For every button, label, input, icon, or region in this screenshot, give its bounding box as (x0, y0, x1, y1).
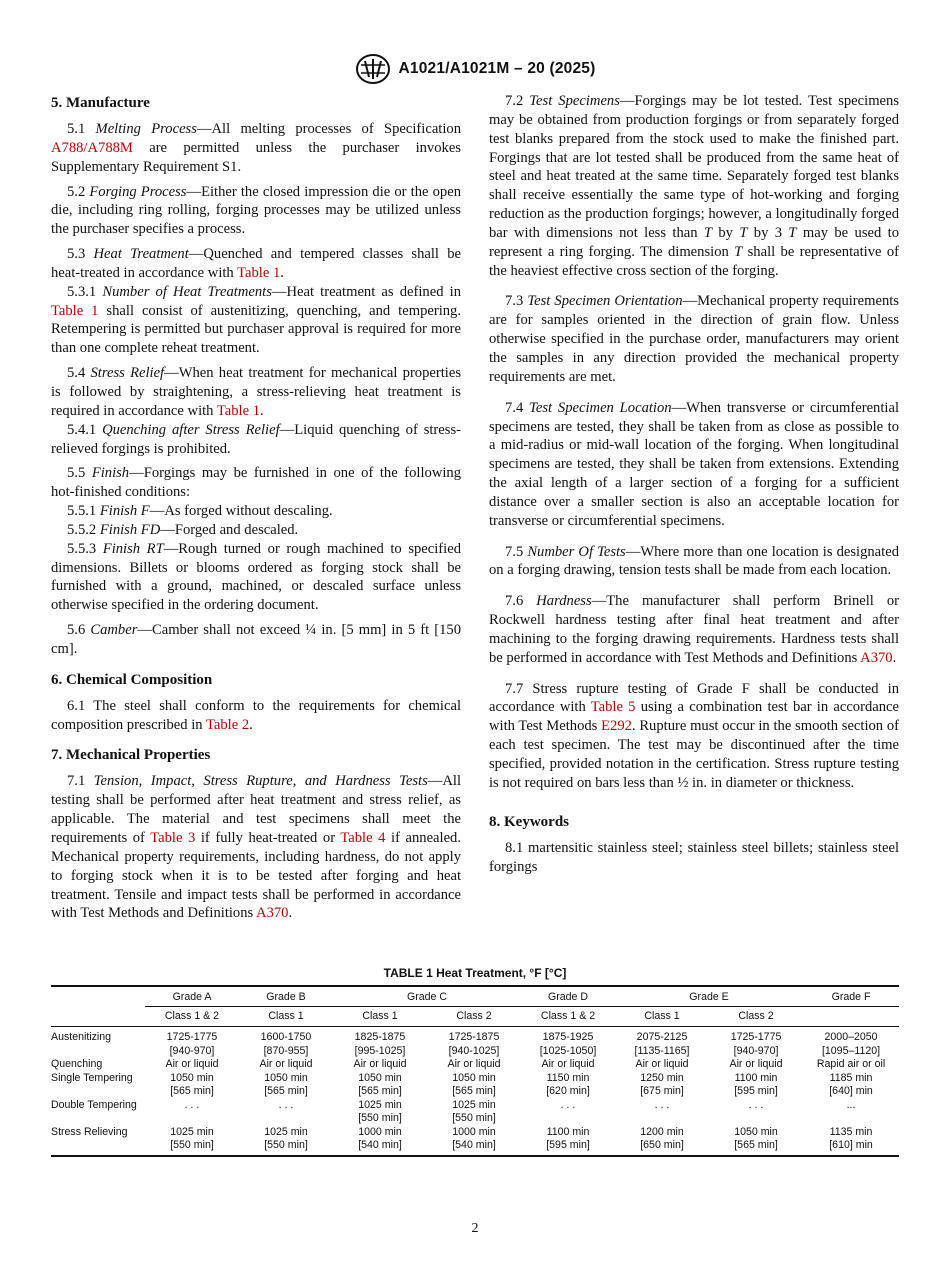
table-cell (615, 1099, 709, 1126)
cell-line: [550 min] (264, 1139, 308, 1151)
document-id: A1021/A1021M – 20 (2025) (398, 60, 596, 77)
table-cell (521, 1058, 615, 1072)
table-row (51, 1058, 899, 1072)
cell-line: 1875-1925 (542, 1031, 594, 1043)
table-cell (615, 1072, 709, 1099)
class-header: Class 1 & 2 (145, 1007, 239, 1027)
heat-treatment-table (51, 985, 899, 1157)
para-7-5: 7.5 Number Of Tests—Where more than one location is designated on a forging drawing, tension tests shall be made from each location. (489, 543, 899, 579)
cell-line: 1725-1775 (166, 1031, 218, 1043)
para-6-1: 6.1 The steel shall conform to the requirements for chemical composition prescribed in Table 2. (51, 697, 461, 733)
para-5-4-1: 5.4.1 Quenching after Stress Relief—Liquid quenching of stress-relieved forgings is prohibited. (51, 421, 461, 457)
table-cell (333, 1027, 427, 1059)
cell-line: 1025 min (452, 1098, 496, 1111)
cell-line: 2000–2050 (824, 1031, 878, 1043)
cell-line: [940-970] (733, 1044, 779, 1057)
class-header: Class 1 (615, 1007, 709, 1027)
class-header: Class 1 (333, 1007, 427, 1027)
cell-line: 1100 min (734, 1071, 778, 1084)
cell-line: [550 min] (452, 1112, 496, 1124)
table-cell (709, 1072, 803, 1099)
cell-line: [650 min] (640, 1139, 684, 1151)
para-5-5-1: 5.5.1 Finish F—As forged without descaling. (67, 503, 333, 520)
table-cell (803, 1072, 899, 1099)
grade-header: Grade F (803, 986, 899, 1007)
cell-line: [940-1025] (448, 1044, 500, 1057)
cell-line: 1600-1750 (260, 1031, 312, 1043)
table-1-body (51, 1027, 899, 1156)
class-header: Class 2 (427, 1007, 521, 1027)
cell-line: [540 min] (358, 1139, 402, 1151)
page-header (0, 52, 950, 86)
cell-line: [550 min] (170, 1139, 214, 1151)
table-cell (709, 1027, 803, 1059)
cell-line: [1025-1050] (539, 1044, 597, 1057)
para-5-6: 5.6 Camber—Camber shall not exceed ¼ in. [5 mm] in 5 ft [150 cm]. (51, 622, 462, 657)
cell-line: [610] min (829, 1139, 873, 1151)
table-grade-row (51, 986, 899, 1007)
table-cell (427, 1072, 521, 1099)
cell-line: 1000 min (358, 1125, 402, 1138)
row-label: Austenitizing (51, 1031, 112, 1043)
table-1-title: TABLE 1 Heat Treatment, °F [°C] (383, 966, 567, 980)
table-cell (427, 1099, 521, 1126)
right-column (489, 92, 899, 882)
table-cell (145, 1058, 239, 1072)
link-table-1[interactable]: Table 1 (216, 402, 261, 419)
cell-line: [995-1025] (354, 1044, 406, 1057)
para-5-1: 5.1 Melting Process—All melting processes of Specification A788/A788M are permitted unless the purchaser invokes Supplementary Requirement S1. (51, 121, 462, 175)
cell-line: Air or liquid (259, 1058, 313, 1070)
table-cell (239, 1027, 333, 1059)
cell-line: 1825-1875 (354, 1031, 406, 1043)
cell-line: 1725-1875 (448, 1031, 500, 1043)
cell-line: [540 min] (452, 1139, 496, 1151)
cell-line: 1025 min (170, 1125, 214, 1138)
cell-line: . . . (278, 1098, 294, 1111)
cell-line: 1000 min (452, 1125, 496, 1138)
table-cell (803, 1126, 899, 1156)
table-cell (239, 1099, 333, 1126)
table-cell (239, 1058, 333, 1072)
cell-line: 1200 min (640, 1125, 684, 1138)
cell-line: 1050 min (734, 1125, 778, 1138)
row-label: Stress Relieving (51, 1126, 145, 1156)
para-7-2: 7.2 Test Specimens—Forgings may be lot tested. Test specimens may be obtained from production forgings or from separately forged test blanks prepared from the stock used to make the finished part. Forgings that are lot tested shall be produced from the same heat of steel and heat treated at the same time. Separately forged test blanks shall receive essentially the same type of hot-working and forging reduction as the production forgings; however, a longitudinally forged bar with dimensions not less than T by T by 3 T may be used to represent a ring forging. The dimension T shall be representative of the heaviest effective cross section of the forging. (489, 93, 899, 279)
para-5-2: 5.2 Forging Process—Either the closed impression die or the open die, including ring rolling, forging processes may be utilized unless the purchaser specifies a process. (51, 183, 461, 238)
link-a788[interactable]: A788/A788M (51, 139, 133, 156)
grade-header: Grade E (615, 986, 803, 1007)
table-cell (145, 1099, 239, 1126)
table-row (51, 1126, 899, 1156)
cell-line: [565 min] (734, 1139, 778, 1151)
section-8-heading: 8. Keywords (489, 813, 569, 830)
table-cell (427, 1027, 521, 1059)
table-cell (709, 1058, 803, 1072)
cell-line: [595 min] (734, 1085, 778, 1097)
grade-header: Grade D (521, 986, 615, 1007)
cell-line: . . . (654, 1098, 670, 1111)
cell-line: . . . (184, 1098, 200, 1111)
para-5-3: 5.3 Heat Treatment—Quenched and tempered classes shall be heat-treated in accordance with Table 1. (51, 246, 461, 281)
cell-line: [1135-1165] (634, 1044, 690, 1057)
cell-line: [565 min] (264, 1085, 308, 1097)
grade-header: Grade C (333, 986, 521, 1007)
link-table-4[interactable]: Table 4 (340, 830, 386, 846)
cell-line: [550 min] (358, 1112, 402, 1124)
table-cell (239, 1126, 333, 1156)
link-a370[interactable]: A370 (860, 649, 893, 666)
cell-line: 1185 min (829, 1071, 873, 1084)
table-cell (709, 1126, 803, 1156)
cell-line: [675 min] (640, 1085, 684, 1097)
cell-line: Air or liquid (447, 1058, 501, 1070)
para-5-5: 5.5 Finish—Forgings may be furnished in one of the following hot-finished conditions: (51, 465, 462, 501)
link-a370[interactable]: A370 (256, 905, 289, 922)
cell-line: 1725-1775 (730, 1031, 782, 1043)
table-class-row (51, 1007, 899, 1027)
para-5-4: 5.4 Stress Relief—When heat treatment for mechanical properties is followed by straightening, a stress-relieving heat treatment is required in accordance with Table 1. (51, 365, 462, 419)
section-6-heading: 6. Chemical Composition (51, 671, 213, 688)
class-header: Class 2 (709, 1007, 803, 1027)
cell-line: [595 min] (546, 1139, 590, 1151)
table-cell (427, 1058, 521, 1072)
cell-line: Rapid air or oil (816, 1058, 886, 1070)
class-header (803, 1007, 899, 1027)
table-cell (709, 1099, 803, 1126)
cell-line: [870-955] (263, 1044, 309, 1057)
cell-line: [620 min] (546, 1085, 590, 1097)
cell-line: 1100 min (546, 1125, 590, 1138)
para-5-3-1: 5.3.1 Number of Heat Treatments—Heat treatment as defined in Table 1 shall consist of austenitizing, quenching, and tempering. Retempering is permitted but purchaser approval is required for more than one complete reheat treatment. (51, 283, 461, 357)
cell-line: ... (846, 1098, 856, 1111)
table-cell (333, 1058, 427, 1072)
cell-line: Air or liquid (635, 1058, 689, 1070)
link-table-5[interactable]: Table 5 (590, 699, 636, 716)
cell-line: 1025 min (358, 1098, 402, 1111)
cell-line: 1150 min (546, 1071, 590, 1084)
cell-line: 1050 min (170, 1071, 214, 1084)
cell-line: [565 min] (452, 1085, 496, 1097)
grade-header: Grade A (145, 986, 239, 1007)
cell-line: Air or liquid (541, 1058, 595, 1070)
table-1 (51, 966, 899, 1157)
table-cell (145, 1072, 239, 1099)
link-table-2[interactable]: Table 2 (205, 716, 250, 733)
para-5-5-2: 5.5.2 Finish FD—Forged and descaled. (67, 521, 299, 538)
table-cell (615, 1126, 709, 1156)
class-header: Class 1 & 2 (521, 1007, 615, 1027)
astm-logo-icon (355, 53, 391, 85)
table-cell (521, 1072, 615, 1099)
cell-line: [640] min (829, 1085, 873, 1097)
table-row (51, 1027, 899, 1059)
left-column (51, 92, 461, 929)
cell-line: Air or liquid (165, 1058, 219, 1070)
cell-line: . . . (560, 1098, 576, 1111)
cell-line: [565 min] (358, 1085, 402, 1097)
table-cell (615, 1027, 709, 1059)
section-5-heading: 5. Manufacture (51, 95, 150, 111)
cell-line: [565 min] (170, 1085, 214, 1097)
table-row (51, 1072, 899, 1099)
link-e292[interactable]: E292 (601, 718, 632, 735)
link-table-3[interactable]: Table 3 (150, 830, 196, 846)
table-cell (803, 1099, 899, 1126)
cell-line: [1095–1120] (821, 1044, 881, 1057)
para-5-5-3: 5.5.3 Finish RT—Rough turned or rough machined to specified dimensions. Billets or blooms ordered as forging stock shall be furnished with a ground, machined, or descaled surface unless otherwise specified in the ordering document. (51, 540, 461, 614)
page-number: 2 (471, 1221, 479, 1236)
table-cell (145, 1027, 239, 1059)
table-cell (803, 1027, 899, 1059)
para-7-7: 7.7 Stress rupture testing of Grade F shall be conducted in accordance with Table 5 using a combination test bar in accordance with Test Methods E292. Rupture must occur in the smooth section of each test specimen. The test may be discontinued after the time specified, provided notation in the certification. Stress rupture testing is not required on bars less than ½ in. in diameter or thickness. (489, 680, 899, 791)
table-cell (145, 1126, 239, 1156)
table-cell (521, 1126, 615, 1156)
class-header: Class 1 (239, 1007, 333, 1027)
cell-line: Air or liquid (353, 1058, 407, 1070)
link-table-1[interactable]: Table 1 (51, 302, 99, 319)
row-label: Double Tempering (51, 1098, 137, 1111)
table-cell (333, 1099, 427, 1126)
cell-line: 2075-2125 (636, 1031, 688, 1043)
row-label: Quenching (51, 1058, 103, 1070)
section-7-heading: 7. Mechanical Properties (51, 747, 211, 764)
table-cell (615, 1058, 709, 1072)
cell-line: 1050 min (452, 1071, 496, 1084)
table-cell (521, 1099, 615, 1126)
para-7-6: 7.6 Hardness—The manufacturer shall perform Brinell or Rockwell hardness testing after final heat treatment and after machining to the forging drawing requirements. Hardness tests shall be performed in accordance with Test Methods and Definitions A370. (489, 593, 899, 666)
grade-header: Grade B (239, 986, 333, 1007)
para-7-3: 7.3 Test Specimen Orientation—Mechanical property requirements are for samples oriented in the direction of grain flow. Unless otherwise specified in the purchase order, manufacturers may orient the samples in any direction provided the mechanical property requirements are met. (489, 293, 899, 385)
table-cell (521, 1027, 615, 1059)
para-7-4: 7.4 Test Specimen Location—When transverse or circumferential specimens are tested, they shall be taken from as close as possible to a mid-radius or mid-wall location of the forging. When longitudinal specimens are tested, they shall be taken from extensions. Extending the axial length of a larger section of a forging for a sufficient distance over a smaller section is also an acceptable location for transverse or circumferential specimens. (489, 399, 899, 529)
para-8-1: 8.1 martensitic stainless steel; stainless steel billets; stainless steel forgings (489, 839, 899, 875)
table-cell (427, 1126, 521, 1156)
row-label: Single Tempering (51, 1071, 133, 1084)
cell-line: . . . (748, 1098, 764, 1111)
cell-line: [940-970] (169, 1044, 215, 1057)
table-row (51, 1099, 899, 1126)
cell-line: 1050 min (358, 1071, 402, 1084)
cell-line: 1135 min (829, 1125, 873, 1138)
table-cell (803, 1058, 899, 1072)
cell-line: 1050 min (264, 1071, 308, 1084)
cell-line: 1250 min (640, 1071, 684, 1084)
table-cell (333, 1126, 427, 1156)
cell-line: Air or liquid (729, 1058, 783, 1070)
link-table-1[interactable]: Table 1 (237, 264, 281, 281)
table-cell (333, 1072, 427, 1099)
cell-line: 1025 min (264, 1125, 308, 1138)
para-7-1: 7.1 Tension, Impact, Stress Rupture, and Hardness Tests—All testing shall be performed after heat treatment and stress relief, as applicable. The material and test specimens shall meet the requirements of Table 3 if fully heat-treated or Table 4 if annealed. Mechanical property requirements, including hardness, do not apply to forging stock when it is to be tested after forging and heat treatment. Tensile and impact tests shall be performed in accordance with Test Methods and Definitions A370. (51, 773, 462, 922)
table-cell (239, 1072, 333, 1099)
